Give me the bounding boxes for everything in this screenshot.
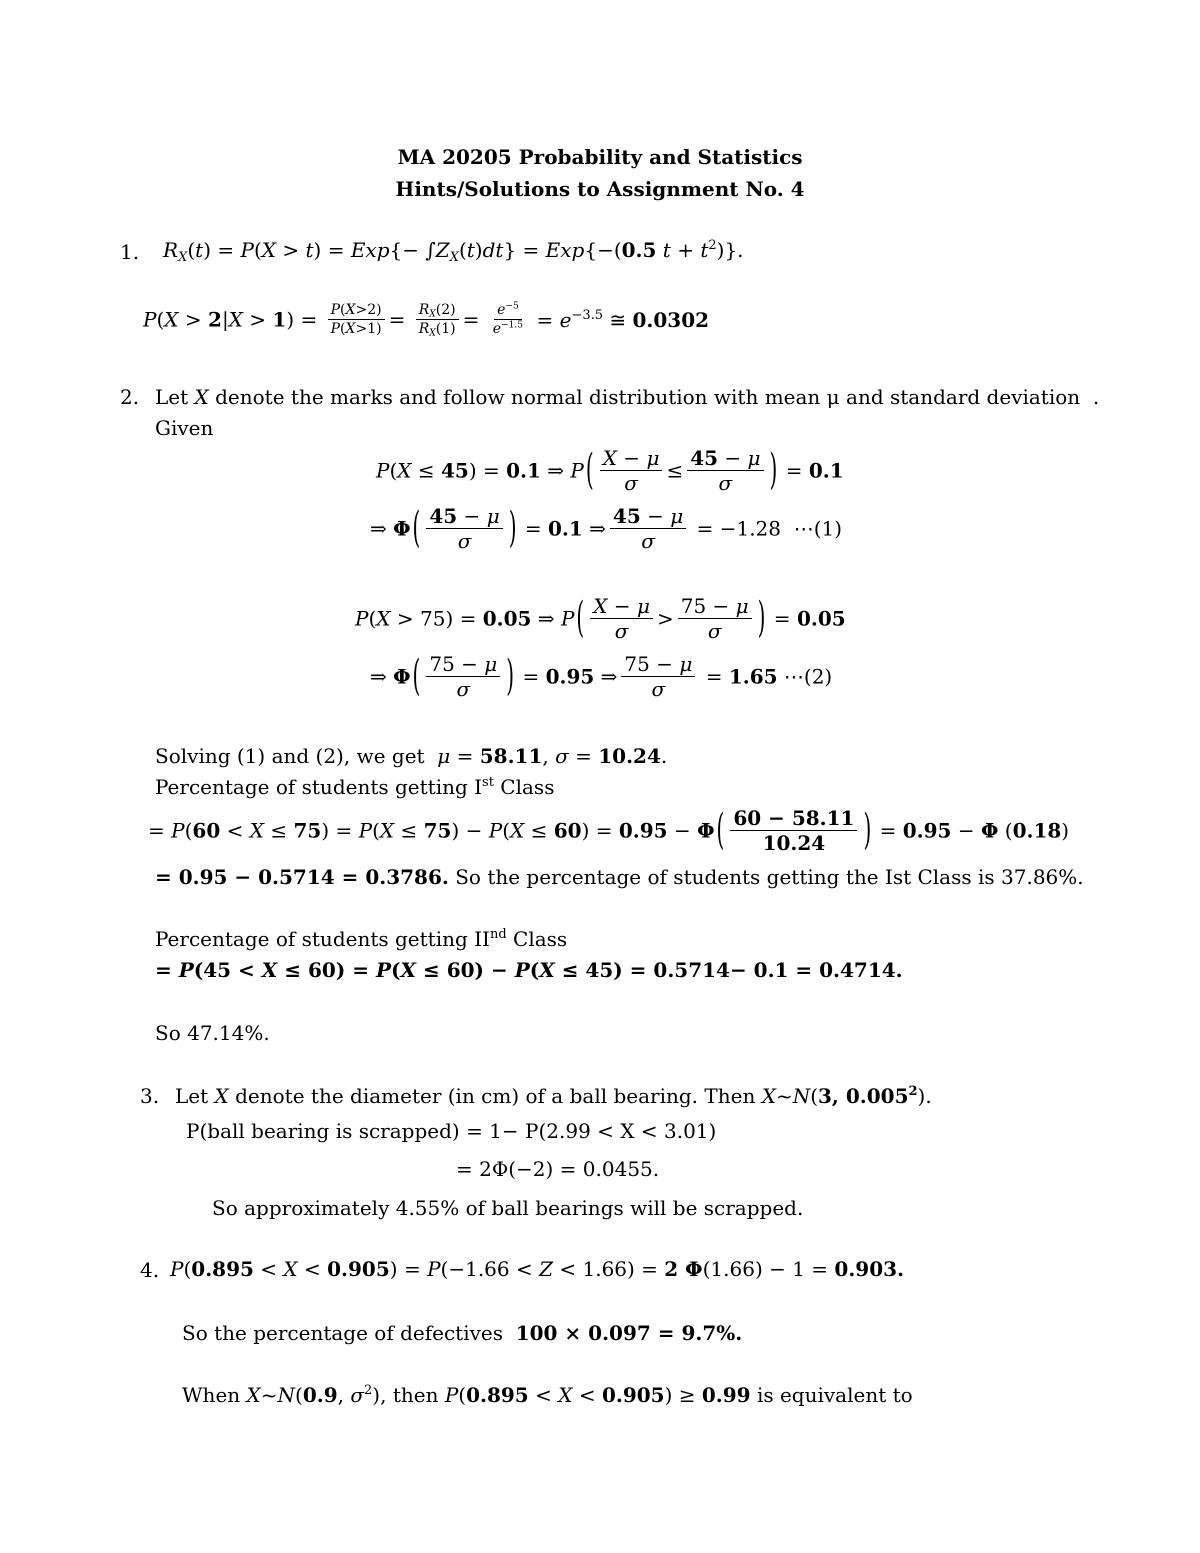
q2-conclusion: So 47.14%.: [155, 1021, 270, 1045]
q2-given: Given: [155, 416, 214, 440]
document-title: MA 20205 Probability and Statistics: [397, 145, 803, 169]
q2-first-class-heading: Percentage of students getting Ist Class: [155, 775, 555, 799]
q2-number: 2.: [120, 385, 140, 409]
q3-intro: Let X denote the diameter (in cm) of a ball bearing. Then X~N(3, 0.005$^2$).: [175, 1084, 932, 1108]
q2-equation-3: P(X > 75) = 0.05 ⇒ P ( $\frac{X - \mu}{\sigma}$ > $\frac{75 - \mu}{\sigma}$ ) = 0.05: [355, 591, 846, 643]
q2-solving: Solving (1) and (2), we get μ = 58.11, σ = 10.24.: [155, 744, 668, 768]
q3-number: 3.: [140, 1084, 160, 1108]
q3-conclusion: So approximately 4.55% of ball bearings will be scrapped.: [212, 1196, 804, 1220]
q4-when: When X~N(0.9, $\sigma^2$), then P(0.895 < X < 0.905) ≥ 0.99 is equivalent to: [182, 1383, 913, 1407]
q3-scrapped-line: P(ball bearing is scrapped) = 1− P(2.99 < X < 3.01): [186, 1119, 717, 1143]
q2-equation-1: P(X ≤ 45) = 0.1 ⇒ P ( $\frac{X - \mu}{\sigma}$ ≤ $\frac{45 - \mu}{\sigma}$ ) = 0.1: [376, 443, 844, 495]
q2-second-class-equation: = P(45 < X ≤ 60) = P(X ≤ 60) − P(X ≤ 45) = 0.5714− 0.1 = 0.4714.: [155, 958, 903, 982]
q4-equation: P(0.895 < X < 0.905) = P(−1.66 < Z < 1.66) = 2 Φ(1.66) − 1 = 0.903.: [170, 1257, 905, 1281]
q2-first-class-equation: = P(60 < X ≤ 75) = P(X ≤ 75) − P(X ≤ 60) = 0.95 − Φ ( $\frac{60 - 58.11}{10.24}$ ) = 0.95 − Φ (0.18): [148, 803, 1070, 855]
document-subtitle: Hints/Solutions to Assignment No. 4: [395, 177, 805, 201]
q2-equation-4: ⇒ Φ ( $\frac{75 - \mu}{\sigma}$ ) = 0.95 ⇒ $\frac{75 - \mu}{\sigma}$ = 1.65 ⋯(2): [370, 649, 833, 701]
q1-reliability-equation: $R_X(t) = P(X > t) = Exp\{- \int Z_X(t)dt\} = Exp\{-(0.5$ $t + t^2$)}.: [163, 238, 744, 265]
q1-conditional-equation: P(X > 2|X > 1) = $\frac{P(X>2)}{P(X>1)}$ = $\frac{R_X(2)}{R_X(1)}$ = $\frac{e^{-5}}{e^{-1.5}}$ = $e^{-3.5}$ ≅ 0.0302: [143, 301, 710, 339]
q4-defectives: So the percentage of defectives 100 × 0.097 = 9.7%.: [182, 1321, 743, 1345]
q2-intro: Let X denote the marks and follow normal distribution with mean μ and standard deviation .: [155, 385, 1100, 409]
q3-scrapped-result: = 2Φ(−2) = 0.0455.: [456, 1157, 660, 1181]
q1-number: 1.: [120, 240, 140, 264]
q4-number: 4.: [140, 1258, 160, 1282]
q2-second-class-heading: Percentage of students getting IInd Class: [155, 927, 568, 951]
q2-first-class-result: = 0.95 − 0.5714 = 0.3786. So the percentage of students getting the Ist Class is 37.86%.: [155, 865, 1084, 889]
q2-equation-2: ⇒ Φ ( $\frac{45 - \mu}{\sigma}$ ) = 0.1 ⇒ $\frac{45 - \mu}{\sigma}$ = −1.28 ⋯(1): [370, 501, 843, 553]
